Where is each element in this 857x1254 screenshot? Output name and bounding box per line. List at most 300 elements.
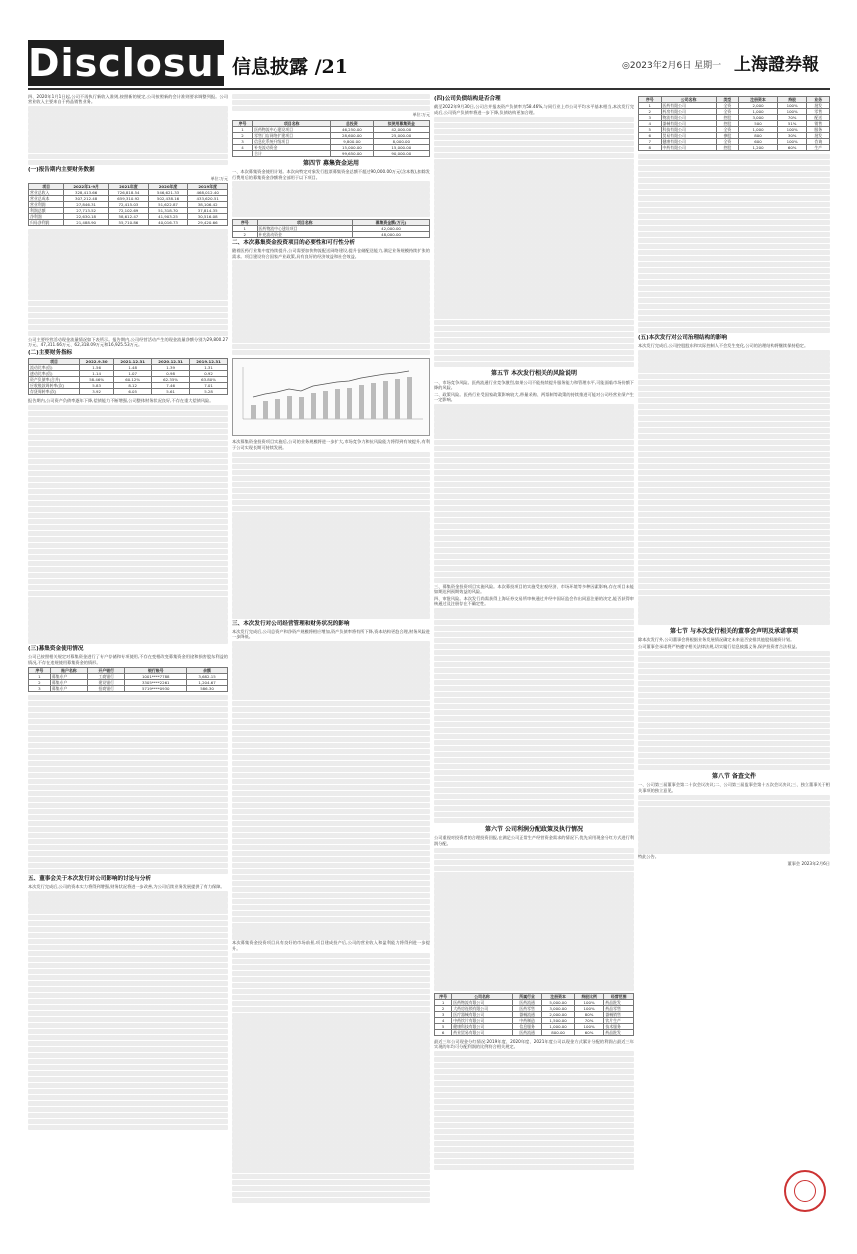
indicator-table — [28, 358, 228, 395]
table-header: 公司名称 — [452, 993, 513, 999]
table-cell: 51% — [777, 121, 807, 127]
table-cell: 38,106.42 — [188, 202, 228, 208]
table-cell: 7.01 — [190, 383, 228, 389]
necessity-paragraph: 随着医药行业集中度持续提升,公司需要加快物流配送网络建设,提升仓储配送能力,满足业务规模持续扩张的需求。项目建设符合国家产业政策,具有良好的经济效益和社会效益。 — [232, 248, 430, 259]
table-cell: 30% — [777, 133, 807, 139]
table-cell: 医药流通 — [512, 999, 542, 1005]
fund-usage-paragraph: 公司已按照相关规定对募集资金进行了专户存储和专项使用,不存在变相改变募集资金用途和损害股东利益的情况,不存在违规使用募集资金的情形。 — [28, 654, 228, 665]
table-header: 银行账号 — [125, 668, 187, 674]
table-cell: 补充流动资金 — [257, 231, 352, 237]
masthead — [0, 0, 857, 86]
table-cell: 600 — [739, 139, 778, 145]
governance-paragraph: 本次发行完成后,公司控股股东和实际控制人不会发生变化,公司的治理结构将继续保持稳定。 — [638, 343, 809, 349]
table-cell: 659,310.92 — [109, 196, 149, 202]
table-cell: 0.98 — [152, 371, 190, 377]
table-cell: 307,212.48 — [64, 196, 109, 202]
table-cell: 9,800.00 — [331, 138, 374, 144]
table-header: 所属行业 — [512, 993, 542, 999]
table-row — [435, 1029, 634, 1035]
seal-inner-ring — [794, 1180, 816, 1202]
table-cell: 1,500.00 — [542, 1017, 574, 1023]
table-header: 序号 — [639, 97, 662, 103]
table-cell: 100% — [777, 139, 807, 145]
table-cell: 5 — [435, 1023, 452, 1029]
board-paragraph: 除本次发行外,公司董事会将根据业务发展情况确定未来是否安排其他股权融资计划。 — [638, 637, 795, 643]
market-chart — [232, 358, 430, 436]
table-cell: 726,818.54 — [109, 190, 149, 196]
body-text-block — [232, 953, 430, 1204]
table-cell: 55,710.86 — [109, 220, 149, 226]
heading-reference-docs: 第八节 备查文件 — [711, 772, 757, 780]
table-cell: 8,000.00 — [373, 138, 429, 144]
body-text-block — [28, 695, 228, 874]
outlook-paragraph: 本次募集资金投资项目具有良好的市场前景,项目建成投产后,公司的营业收入和盈利能力将得到进一步提升。 — [232, 940, 430, 951]
table-cell: 72,415.03 — [109, 202, 149, 208]
table-cell: 中药饮片有限公司 — [452, 1017, 513, 1023]
table-cell: 100% — [777, 103, 807, 109]
table-header: 持股比例 — [574, 993, 604, 999]
table-cell: 2 — [435, 1005, 452, 1011]
table-cell: 3 — [233, 138, 253, 144]
issue-date: ◎2023年2月6日 星期一 — [622, 61, 722, 71]
table-cell: 药品零售 — [604, 1005, 634, 1011]
table-cell: 586.30 — [187, 686, 228, 692]
table-cell: 80% — [574, 1011, 604, 1017]
table-cell: 433,620.51 — [188, 196, 228, 202]
table-cell: 70% — [574, 1017, 604, 1023]
table-cell: 800 — [739, 133, 778, 139]
table-cell: 存货周转率(次) — [29, 389, 80, 395]
table-cell: 医药物流有限公司 — [452, 999, 513, 1005]
table-header: 业务 — [807, 97, 830, 103]
table-cell: 全资 — [716, 109, 739, 115]
table-header: 序号 — [233, 120, 253, 126]
heading-fund-usage: (三)募集资金使用情况 — [28, 645, 84, 652]
table-cell: 生产 — [807, 145, 830, 151]
risk-policy-paragraph: 二、政策风险。医药行业受国家政策影响较大,带量采购、两票制等政策的持续推进可能对公司经营业绩产生一定影响。 — [434, 391, 634, 403]
dividend-paragraph: 公司重视对投资者的合理投资回报,在满足公司正常生产经营资金需求的情况下,优先采用现金分红方式进行利润分配。 — [434, 835, 634, 846]
table-cell: 医药有限公司 — [661, 103, 716, 109]
table-row — [29, 220, 228, 226]
table-cell: 58,612.47 — [109, 214, 149, 220]
heading-governance: (五)本次发行对公司治理结构的影响 — [638, 334, 728, 341]
table-row — [29, 686, 228, 692]
table-cell: 零售 — [807, 109, 830, 115]
section-title: 信息披露 /21 — [232, 56, 348, 78]
table-header: 注册资本 — [542, 993, 574, 999]
table-cell: 募集专户 — [50, 674, 87, 680]
body-text-block — [28, 106, 228, 165]
table-cell: 医药零售 — [512, 1005, 542, 1011]
table-cell: 3 — [435, 1011, 452, 1017]
table-cell: 资产负债率(合并) — [29, 377, 80, 383]
table-cell: 99,650.00 — [331, 150, 374, 156]
heading-impact: 五、董事会关于本次发行对公司影响的讨论与分析 — [28, 875, 152, 882]
table-cell: 2 — [29, 680, 51, 686]
table-header: 2021.12.31 — [114, 359, 152, 365]
table-cell: 物流有限公司 — [661, 115, 716, 121]
table-cell: 3,000.00 — [542, 1005, 574, 1011]
table-cell: 1,000.00 — [542, 1023, 574, 1029]
body-text-block — [232, 260, 430, 355]
table-cell: 科技有限公司 — [661, 127, 716, 133]
fund-allocation-table — [232, 219, 430, 238]
table-cell: 健康有限公司 — [661, 139, 716, 145]
table-cell: 归母净利润 — [29, 220, 64, 226]
table-cell: 328,413.66 — [64, 190, 109, 196]
body-text-block — [434, 117, 634, 368]
body-text-block — [638, 651, 830, 770]
table-header: 序号 — [233, 219, 258, 225]
table-cell: 3305****2261 — [125, 680, 187, 686]
table-header: 项目 — [29, 184, 64, 190]
table-header: 项目 — [29, 359, 80, 365]
table-cell: 28,600.00 — [331, 132, 374, 138]
table-cell — [233, 150, 253, 156]
management-paragraph: 本次发行完成后,公司总资产和净资产规模将相应增加,资产负债率将有所下降,资本结构更趋合理,财务风险进一步降低。 — [232, 629, 430, 640]
table-cell: 72,102.69 — [109, 208, 149, 214]
table-cell: 7.46 — [152, 383, 190, 389]
table-header: 项目名称 — [257, 219, 352, 225]
table-cell: 1 — [639, 103, 662, 109]
table-cell: 546,621.33 — [148, 190, 188, 196]
body-text-block — [434, 608, 634, 823]
table-cell: 1.56 — [80, 365, 114, 371]
table-cell: 3 — [639, 115, 662, 121]
table-cell: 8 — [639, 145, 662, 151]
impact-paragraph: 本次发行完成后,公司的资本实力将得到增强,财务状况将进一步改善,为公司后续业务发展提供了有力保障。 — [28, 884, 225, 890]
table-row — [29, 389, 228, 395]
body-text-block — [638, 350, 830, 625]
table-cell: 流动比率(倍) — [29, 365, 80, 371]
table-cell: 42,000.00 — [353, 225, 430, 231]
risk-market-paragraph: 一、市场竞争风险。医药流通行业竞争激烈,如果公司不能持续提升服务能力和管理水平,可能面临市场份额下降的风险。 — [434, 379, 634, 391]
table-header: 募集资金额(万元) — [353, 219, 430, 225]
table-cell: 医药流通 — [512, 1029, 542, 1035]
heading-management-impact: 三、本次发行对公司经营管理和财务状况的影响 — [232, 620, 350, 627]
body-text-block — [28, 229, 228, 336]
table-cell: 62.35% — [152, 377, 190, 383]
table-header: 2020年度 — [148, 184, 188, 190]
fund-plan-paragraph: 一、本次募集资金使用计划。本次向特定对象发行股票募集资金总额不超过90,000.00万元(含本数),扣除发行费用后的募集资金净额将全部用于以下项目。 — [232, 169, 430, 180]
table-cell: 器械有限公司 — [661, 121, 716, 127]
table-cell: 技术服务 — [604, 1023, 634, 1029]
table-cell: 信息服务 — [512, 1023, 542, 1029]
table-header: 2019年度 — [188, 184, 228, 190]
table-cell: 中药制造 — [512, 1017, 542, 1023]
heading-risk: 第五节 本次发行相关的风险说明 — [490, 370, 578, 378]
table-cell: 工商银行 — [88, 674, 125, 680]
table-cell: 营业利润 — [29, 202, 64, 208]
table-header: 开户银行 — [88, 668, 125, 674]
column-4 — [638, 94, 830, 1224]
table-cell: 2 — [233, 231, 258, 237]
table-cell: 51,622.87 — [148, 202, 188, 208]
table-header: 类型 — [716, 97, 739, 103]
intro-paragraph: 四、2020年1月1日起,公司不再执行新收入准则,按照新的规定,公司按照新的会计准则要求调整列报。公司营业收入主要来自于药品销售业务。 — [28, 94, 228, 105]
table-cell: 批发 — [807, 103, 830, 109]
body-text-block — [434, 404, 634, 583]
table-header: 公司名称 — [661, 97, 716, 103]
table-cell: 60% — [574, 1029, 604, 1035]
table-header: 序号 — [435, 993, 452, 999]
body-text-block — [232, 94, 430, 111]
table-cell: 90,000.00 — [373, 150, 429, 156]
table-cell: 健康科技有限公司 — [452, 1023, 513, 1029]
table-cell: 药品批发 — [604, 999, 634, 1005]
table-cell: 46,250.00 — [331, 126, 374, 132]
table-cell: 贸易有限公司 — [661, 133, 716, 139]
table-cell: 500 — [739, 121, 778, 127]
table-cell: 2,000.00 — [542, 1011, 574, 1017]
table-cell: 医药物流中心建设项目 — [257, 225, 352, 231]
table-cell: 2 — [233, 132, 253, 138]
table-cell: 4 — [639, 121, 662, 127]
table-cell: 1,000 — [739, 127, 778, 133]
table-cell: 6 — [639, 133, 662, 139]
body-text-block — [28, 405, 228, 644]
table-cell: 58.46% — [80, 377, 114, 383]
table-cell: 51,318.70 — [148, 208, 188, 214]
body-text-block — [232, 181, 430, 216]
risk-approval-paragraph: 四、审批风险。本次发行尚需获得上海证券交易所审核通过并经中国证监会作出同意注册的决定,能否获得审核通过及注册存在不确定性。 — [434, 595, 634, 607]
table-cell: 参股 — [716, 133, 739, 139]
table-cell: 全资 — [716, 103, 739, 109]
table-cell: 建设银行 — [88, 680, 125, 686]
project-table — [232, 120, 430, 157]
table-cell: 医药物流中心建设项目 — [253, 126, 331, 132]
table-cell: 27,713.52 — [64, 208, 109, 214]
heading-debt-structure: (四)公司负债结构是否合理 — [434, 96, 501, 102]
commitment-paragraph: 公司董事会承诺将严格遵守相关法律法规,切实履行信息披露义务,保护投资者合法权益。 — [638, 644, 800, 650]
table-cell: 5,000.00 — [542, 999, 574, 1005]
table-cell: 0.92 — [190, 371, 228, 377]
body-text-block — [638, 795, 830, 854]
table-header: 注册资本 — [739, 97, 778, 103]
cashflow-paragraph: 公司主要经营活动现金流量情况如下表所示。报告期内,公司经营活动产生的现金流量净额分别为29,800.27万元、47,311.66万元、62,318.09万元和16,925.53万元。 — [28, 336, 228, 348]
table-cell: 零售门店网络扩建项目 — [253, 132, 331, 138]
newspaper-name: 上海證券報 — [734, 55, 819, 75]
body-text-block — [434, 1051, 634, 1170]
table-cell: 41,903.25 — [148, 214, 188, 220]
column-1 — [28, 94, 228, 1224]
table-cell: 1 — [233, 126, 253, 132]
table-cell: 大药房连锁有限公司 — [452, 1005, 513, 1011]
table-cell: 速动比率(倍) — [29, 371, 80, 377]
table-cell: 100% — [574, 999, 604, 1005]
table-cell: 5 — [639, 127, 662, 133]
table-row — [233, 231, 430, 237]
table-cell: 营业总成本 — [29, 196, 64, 202]
table-cell: 3 — [29, 686, 51, 692]
bank-account-table — [28, 667, 228, 692]
table-cell: 100% — [777, 109, 807, 115]
heading-financial-data: (一)报告期内主要财务数据 — [28, 167, 95, 174]
table-row — [233, 150, 430, 156]
table-cell: 利润总额 — [29, 208, 64, 214]
table-cell: 1.07 — [114, 371, 152, 377]
table-header: 账户名称 — [50, 668, 87, 674]
table-header: 2021年度 — [109, 184, 149, 190]
table-cell: 销售 — [807, 121, 830, 127]
table-cell: 1.48 — [114, 365, 152, 371]
table-cell: 1.31 — [190, 365, 228, 371]
financial-table — [28, 183, 228, 226]
unit-label: 单位:万元 — [210, 175, 228, 181]
table-cell: 1.39 — [152, 365, 190, 371]
table-cell: 募集专户 — [50, 680, 87, 686]
table-header: 序号 — [29, 668, 51, 674]
table-cell: 中药有限公司 — [661, 145, 716, 151]
table-cell: 3,000 — [739, 115, 778, 121]
debt-paragraph: 截至2022年9月30日,公司合并报表资产负债率为58.46%,与同行业上市公司平均水平基本相当,本次发行完成后,公司资产负债率将进一步下降,负债结构更加合理。 — [434, 104, 634, 115]
table-cell: 48,000.00 — [353, 231, 430, 237]
table-cell: 30,516.08 — [188, 214, 228, 220]
table-header: 经营范围 — [604, 993, 634, 999]
heading-fund-use: 第四节 募集资金运用 — [302, 159, 360, 167]
table-cell: 100% — [777, 127, 807, 133]
table-cell: 5719****0930 — [125, 686, 187, 692]
table-cell: 6 — [435, 1029, 452, 1035]
table-cell: 100% — [574, 1023, 604, 1029]
table-cell: 招商银行 — [88, 686, 125, 692]
table-cell: 25,000.00 — [373, 132, 429, 138]
table-cell: 5.61 — [152, 389, 190, 395]
heading-indicators: (二)主要财务指标 — [28, 349, 73, 356]
table-cell: 4 — [435, 1017, 452, 1023]
table-cell: 服务 — [807, 127, 830, 133]
column-3 — [434, 94, 634, 1224]
table-cell: 咨询 — [807, 139, 830, 145]
table-cell: 2 — [639, 109, 662, 115]
body-text-block — [232, 641, 430, 940]
table-cell: 器械销售 — [604, 1011, 634, 1017]
table-cell: 2,000 — [739, 103, 778, 109]
table-cell: 21,488.90 — [64, 220, 109, 226]
table-cell: 募集专户 — [50, 686, 87, 692]
table-cell: 营业总收入 — [29, 190, 64, 196]
table-header: 拟使用募集资金 — [373, 120, 429, 126]
affiliate-table — [638, 96, 830, 151]
table-cell: 药房有限公司 — [661, 109, 716, 115]
table-cell: 3,682.15 — [187, 674, 228, 680]
table-cell: 3.92 — [80, 389, 114, 395]
table-cell: 1.14 — [80, 371, 114, 377]
subsidiary-table — [434, 993, 634, 1036]
table-cell: 全资 — [716, 127, 739, 133]
table-cell: 70% — [777, 115, 807, 121]
table-cell: 控股 — [716, 145, 739, 151]
signature-date: 董事会 2023年2月6日 — [787, 861, 830, 867]
brand-logo: Disclosure — [28, 41, 262, 85]
table-header: 持股 — [777, 97, 807, 103]
unit-label: 单位:万元 — [412, 112, 430, 118]
table-header: 总投资 — [331, 120, 374, 126]
table-cell: 37,814.35 — [188, 208, 228, 214]
table-cell: 1,204.67 — [187, 680, 228, 686]
table-cell: 15,000.00 — [373, 144, 429, 150]
table-cell: 60% — [777, 145, 807, 151]
table-cell: 100% — [574, 1005, 604, 1011]
body-text-block — [638, 154, 830, 333]
table-cell: 控股 — [716, 115, 739, 121]
table-cell: 60.12% — [114, 377, 152, 383]
table-cell: 5.83 — [80, 383, 114, 389]
table-header: 2022年1-9月 — [64, 184, 109, 190]
reference-paragraph: 一、公司第三届董事会第二十次会议决议;二、公司第三届监事会第十五次会议决议;三、独立董事关于相关事项的独立意见。 — [638, 782, 830, 793]
solvency-paragraph: 报告期内,公司资产负债率逐年下降,偿债能力不断增强,公司整体财务状况良好,不存在重大偿债风险。 — [28, 398, 214, 404]
body-text-block — [28, 891, 228, 1130]
table-cell: 502,438.16 — [148, 196, 188, 202]
table-cell: 合计 — [253, 150, 331, 156]
table-cell: 40,016.73 — [148, 220, 188, 226]
table-cell: 5.28 — [190, 389, 228, 395]
cash-dividend-paragraph: 最近三年公司现金分红情况:2019年度、2020年度、2021年度公司以现金方式累计分配的利润占最近三年实现的年均可分配利润的比例符合相关规定。 — [434, 1038, 634, 1049]
table-row — [639, 145, 830, 151]
closing-remark: 特此公告。 — [638, 854, 659, 860]
heading-necessity: 二、本次募集资金投资项目的必要性和可行性分析 — [232, 239, 356, 246]
table-cell: 配送 — [807, 115, 830, 121]
table-cell: 净利润 — [29, 214, 64, 220]
masthead-divider — [28, 88, 830, 90]
table-cell: 29,420.66 — [188, 220, 228, 226]
table-header: 项目名称 — [253, 120, 331, 126]
column-2 — [232, 94, 430, 1224]
table-cell: 15,000.00 — [331, 144, 374, 150]
table-header: 2022.9.30 — [80, 359, 114, 365]
table-cell: 应收账款周转率(次) — [29, 383, 80, 389]
table-header: 2020.12.31 — [152, 359, 190, 365]
table-cell: 信息化系统升级项目 — [253, 138, 331, 144]
table-cell: 1001****7788 — [125, 674, 187, 680]
table-cell: 7 — [639, 139, 662, 145]
body-text-block — [232, 452, 430, 619]
heading-dividend: 第六节 公司利润分配政策及执行情况 — [484, 825, 584, 833]
heading-board-statement: 第七节 与本次发行相关的董事会声明及承诺事项 — [669, 627, 799, 635]
table-cell: 63.80% — [190, 377, 228, 383]
table-cell: 1 — [435, 999, 452, 1005]
table-cell: 468,012.40 — [188, 190, 228, 196]
risk-project-paragraph: 三、募集资金投资项目实施风险。本次募投项目的实施受宏观经济、市场环境等多种因素影响,存在项目未能如期达到预期效益的风险。 — [434, 583, 634, 595]
table-cell: 控股 — [716, 121, 739, 127]
table-cell: 批发 — [807, 133, 830, 139]
body-text-block — [434, 848, 634, 991]
company-seal — [784, 1170, 826, 1212]
effect-paragraph: 本次募集资金投资项目实施后,公司的业务规模将进一步扩大,市场竞争力和抗风险能力将得到有效提升,有利于公司实现长期可持续发展。 — [232, 439, 430, 450]
table-cell: 药业贸易有限公司 — [452, 1029, 513, 1035]
table-header: 2019.12.31 — [190, 359, 228, 365]
table-cell: 6.05 — [114, 389, 152, 395]
table-cell: 饮片生产 — [604, 1017, 634, 1023]
table-cell: 全资 — [716, 139, 739, 145]
table-cell: 8.12 — [114, 383, 152, 389]
table-cell: 27,846.31 — [64, 202, 109, 208]
table-cell: 医疗器械有限公司 — [452, 1011, 513, 1017]
chart-graphic — [233, 361, 429, 427]
table-header: 余额 — [187, 668, 228, 674]
table-cell: 22,630.18 — [64, 214, 109, 220]
table-cell: 800.00 — [542, 1029, 574, 1035]
table-cell: 1,000 — [739, 109, 778, 115]
table-cell: 药品批发 — [604, 1029, 634, 1035]
table-cell: 4 — [233, 144, 253, 150]
table-cell: 1,200 — [739, 145, 778, 151]
table-cell: 42,000.00 — [373, 126, 429, 132]
table-cell: 器械流通 — [512, 1011, 542, 1017]
table-cell: 补充流动资金 — [253, 144, 331, 150]
table-cell: 1 — [29, 674, 51, 680]
table-cell: 1 — [233, 225, 258, 231]
